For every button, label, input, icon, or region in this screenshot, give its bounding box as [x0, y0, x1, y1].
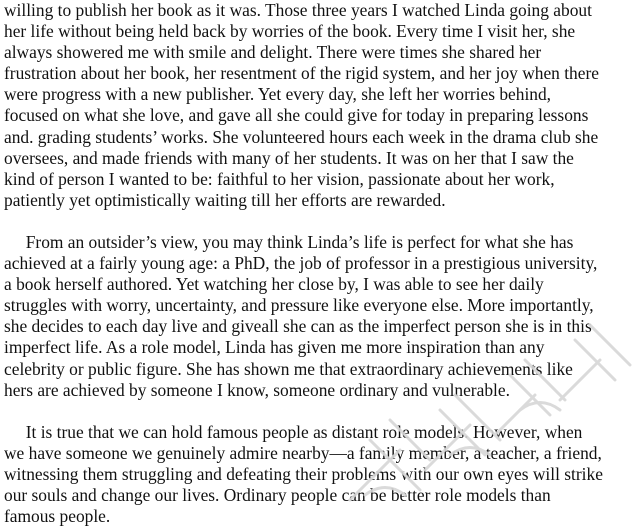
paragraph-line: hers are achieved by someone I know, someone ordinary and vulnerable.	[4, 379, 510, 400]
paragraph-line: From an outsider’s view, you may think Linda’s life is perfect for what she has	[4, 231, 574, 252]
paragraph-line: achieved at a fairly young age: a PhD, the job of professor in a prestigious university,	[4, 253, 598, 274]
paragraph-line: willing to publish her book as it was. Those three years I watched Linda going about	[4, 0, 592, 20]
paragraph-3	[4, 422, 632, 527]
paragraph-line: and. grading students’ works. She volunteered hours each week in the drama club she	[4, 126, 599, 147]
paragraph-line: frustration about her book, her resentment of the rigid system, and her joy when there	[4, 63, 599, 84]
paragraph-line: famous people.	[4, 506, 111, 527]
paragraph-line: we have someone we genuinely admire nearby—a family member, a teacher, a friend,	[4, 442, 602, 463]
paragraph-line: witnessing them struggling and defeating their problems with our own eyes will strike	[4, 463, 603, 484]
paragraph-line: kind of person I wanted to be: faithful to her vision, passionate about her work,	[4, 168, 555, 189]
paragraph-line: focused on what she love, and gave all she could give for today in preparing lessons	[4, 105, 589, 126]
paragraph-line: always showered me with smile and delight. There were times she shared her	[4, 42, 542, 63]
paragraph-line: patiently yet optimistically waiting till her efforts are rewarded.	[4, 189, 446, 210]
paragraph-line: she decides to each day live and giveall she can as the imperfect person she is in this	[4, 316, 592, 337]
paragraph-1	[4, 0, 632, 211]
paragraph-line: celebrity or public figure. She has shown me that extraordinary achievements like	[4, 358, 573, 379]
paragraph-line: her life without being held back by worries of the book. Every time I visit her, she	[4, 21, 576, 42]
paragraph-2	[4, 232, 632, 401]
paragraph-line: struggles with worry, uncertainty, and pressure like everyone else. More importantly,	[4, 295, 594, 316]
paragraph-line: our souls and change our lives. Ordinary people can be better role models than	[4, 484, 551, 505]
paragraph-line: It is true that we can hold famous people as distant role models. However, when	[4, 421, 583, 442]
paragraph-line: imperfect life. As a role model, Linda has given me more inspiration than any	[4, 337, 545, 358]
paragraph-line: a book herself authored. Yet watching her close by, I was able to see her daily	[4, 274, 544, 295]
paragraph-line: oversees, and made friends with many of her students. It was on her that I saw the	[4, 147, 574, 168]
paragraph-line: were progress with a new publisher. Yet every day, she left her worries behind,	[4, 84, 552, 105]
